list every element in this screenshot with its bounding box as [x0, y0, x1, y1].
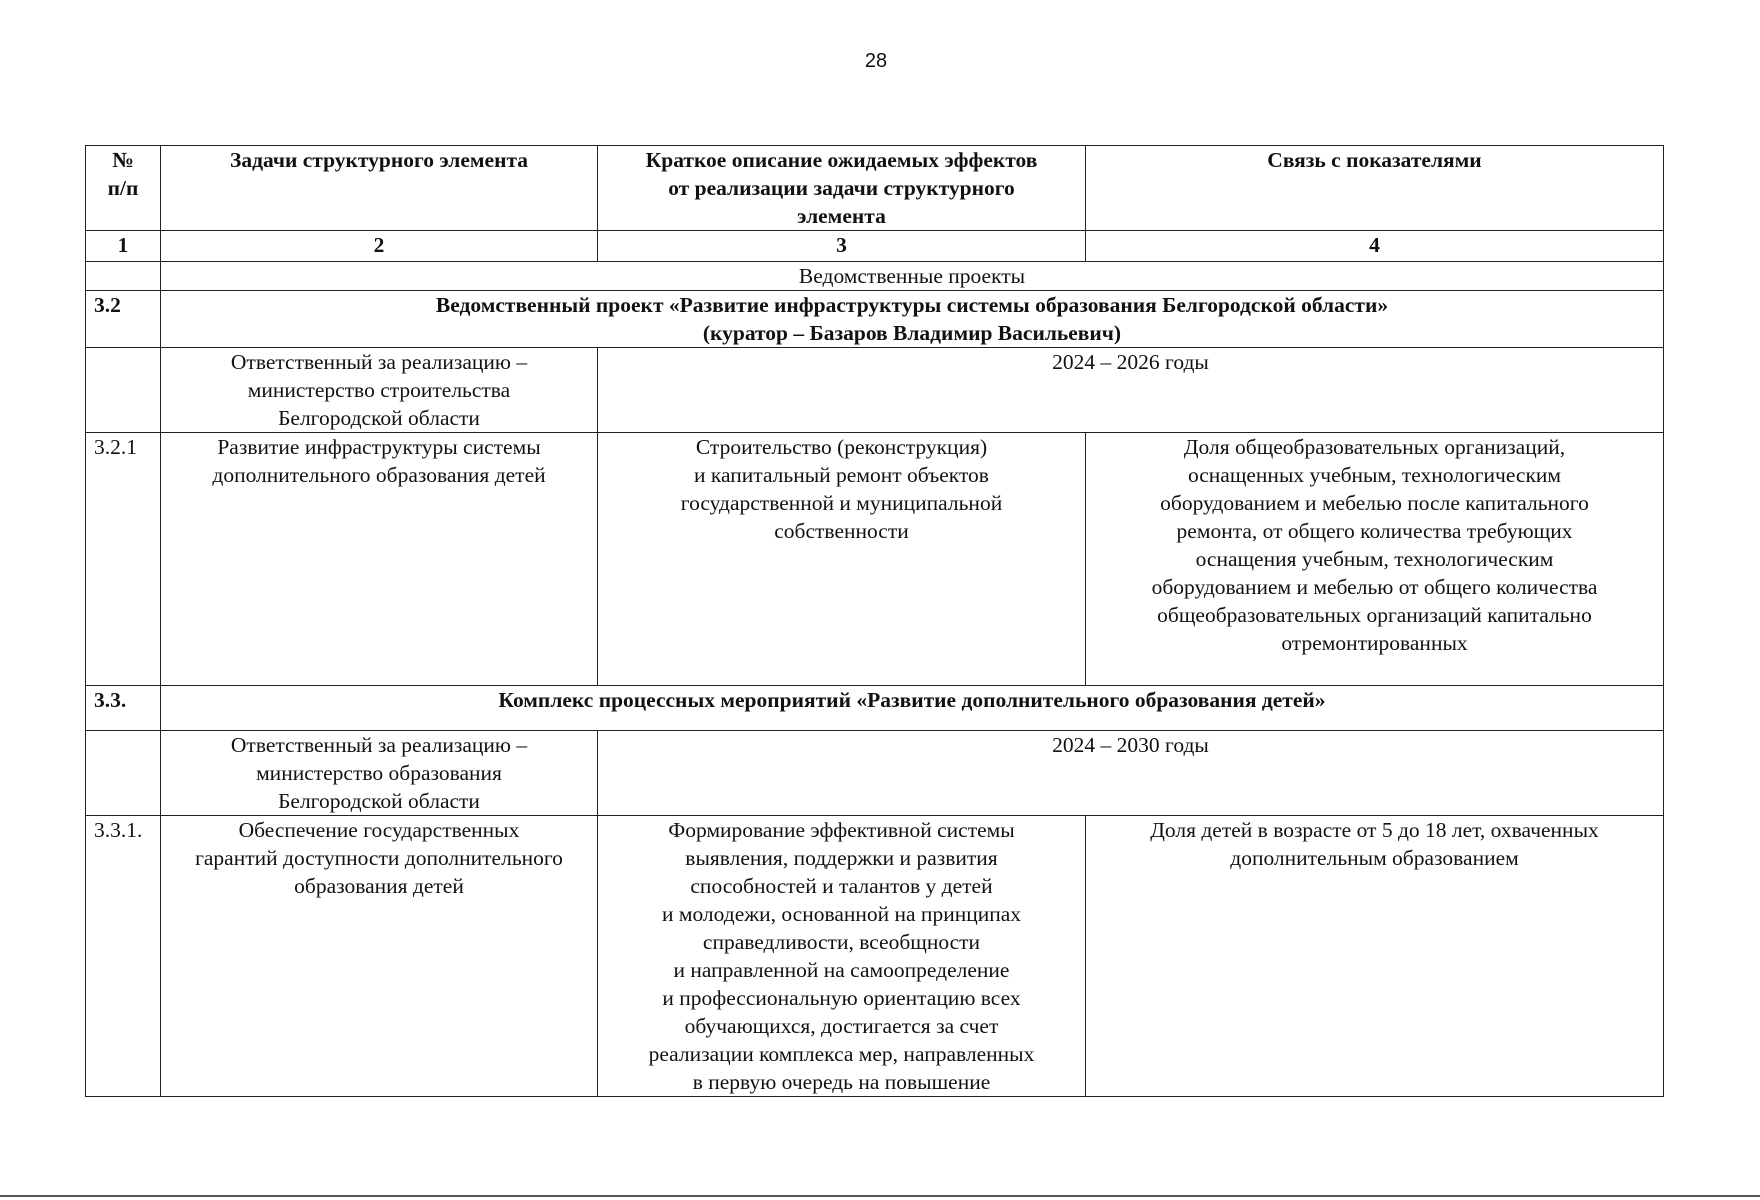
- bottom-rule: [0, 1195, 1760, 1197]
- row-number: 3.2: [86, 291, 161, 348]
- indicator-text: Доля общеобразовательных организаций, оснащенных учебным, технологическим оборудованием и мебелью после капитального ремонта, от общего количества требующих оснащения учебным, технологическим оборудованием и мебелью от общего количества общеобразовательных организаций капитально отремонтированных: [1086, 433, 1664, 686]
- page-number: 28: [864, 50, 888, 72]
- section-title: Ведомственные проекты: [161, 262, 1664, 291]
- responsible-text: Ответственный за реализацию – министерство образования Белгородской области: [161, 731, 598, 816]
- project-title: Ведомственный проект «Развитие инфраструктуры системы образования Белгородской области» (куратор – Базаров Владимир Васильевич): [161, 291, 1664, 348]
- effect-text: Строительство (реконструкция) и капитальный ремонт объектов государственной и муниципальной собственности: [598, 433, 1086, 686]
- header-number: № п/п: [86, 146, 161, 231]
- indicator-text: Доля детей в возрасте от 5 до 18 лет, охваченных дополнительным образованием: [1086, 816, 1664, 1097]
- complex-row: [86, 686, 1664, 731]
- column-numbers-row: [86, 231, 1664, 262]
- column-number: 1: [86, 231, 161, 262]
- header-task: Задачи структурного элемента: [161, 146, 598, 231]
- period-text: 2024 – 2030 годы: [598, 731, 1664, 816]
- task-text: Обеспечение государственных гарантий доступности дополнительного образования детей: [161, 816, 598, 1097]
- header-effect: Краткое описание ожидаемых эффектов от реализации задачи структурного элемента: [598, 146, 1086, 231]
- complex-title: Комплекс процессных мероприятий «Развитие дополнительного образования детей»: [161, 686, 1664, 731]
- responsible-text: Ответственный за реализацию – министерство строительства Белгородской области: [161, 348, 598, 433]
- table-row: [86, 816, 1664, 1097]
- responsible-row: [86, 731, 1664, 816]
- empty-cell: [86, 348, 161, 433]
- column-number: 4: [1086, 231, 1664, 262]
- header-indicator: Связь с показателями: [1086, 146, 1664, 231]
- row-number: 3.3.: [86, 686, 161, 731]
- table-header-row: [86, 146, 1664, 231]
- section-row: [86, 262, 1664, 291]
- table-row: [86, 433, 1664, 686]
- empty-cell: [86, 731, 161, 816]
- project-row: [86, 291, 1664, 348]
- period-text: 2024 – 2026 годы: [598, 348, 1664, 433]
- empty-cell: [86, 262, 161, 291]
- task-text: Развитие инфраструктуры системы дополнительного образования детей: [161, 433, 598, 686]
- row-number: 3.2.1: [86, 433, 161, 686]
- responsible-row: [86, 348, 1664, 433]
- column-number: 2: [161, 231, 598, 262]
- row-number: 3.3.1.: [86, 816, 161, 1097]
- effect-text: Формирование эффективной системы выявления, поддержки и развития способностей и талантов у детей и молодежи, основанной на принципах справедливости, всеобщности и направленной на самоопределение и профессиональную ориентацию всех обучающихся, достигается за счет реализации комплекса мер, направленных в первую очередь на повышение: [598, 816, 1086, 1097]
- goals-table: [85, 145, 1664, 1097]
- column-number: 3: [598, 231, 1086, 262]
